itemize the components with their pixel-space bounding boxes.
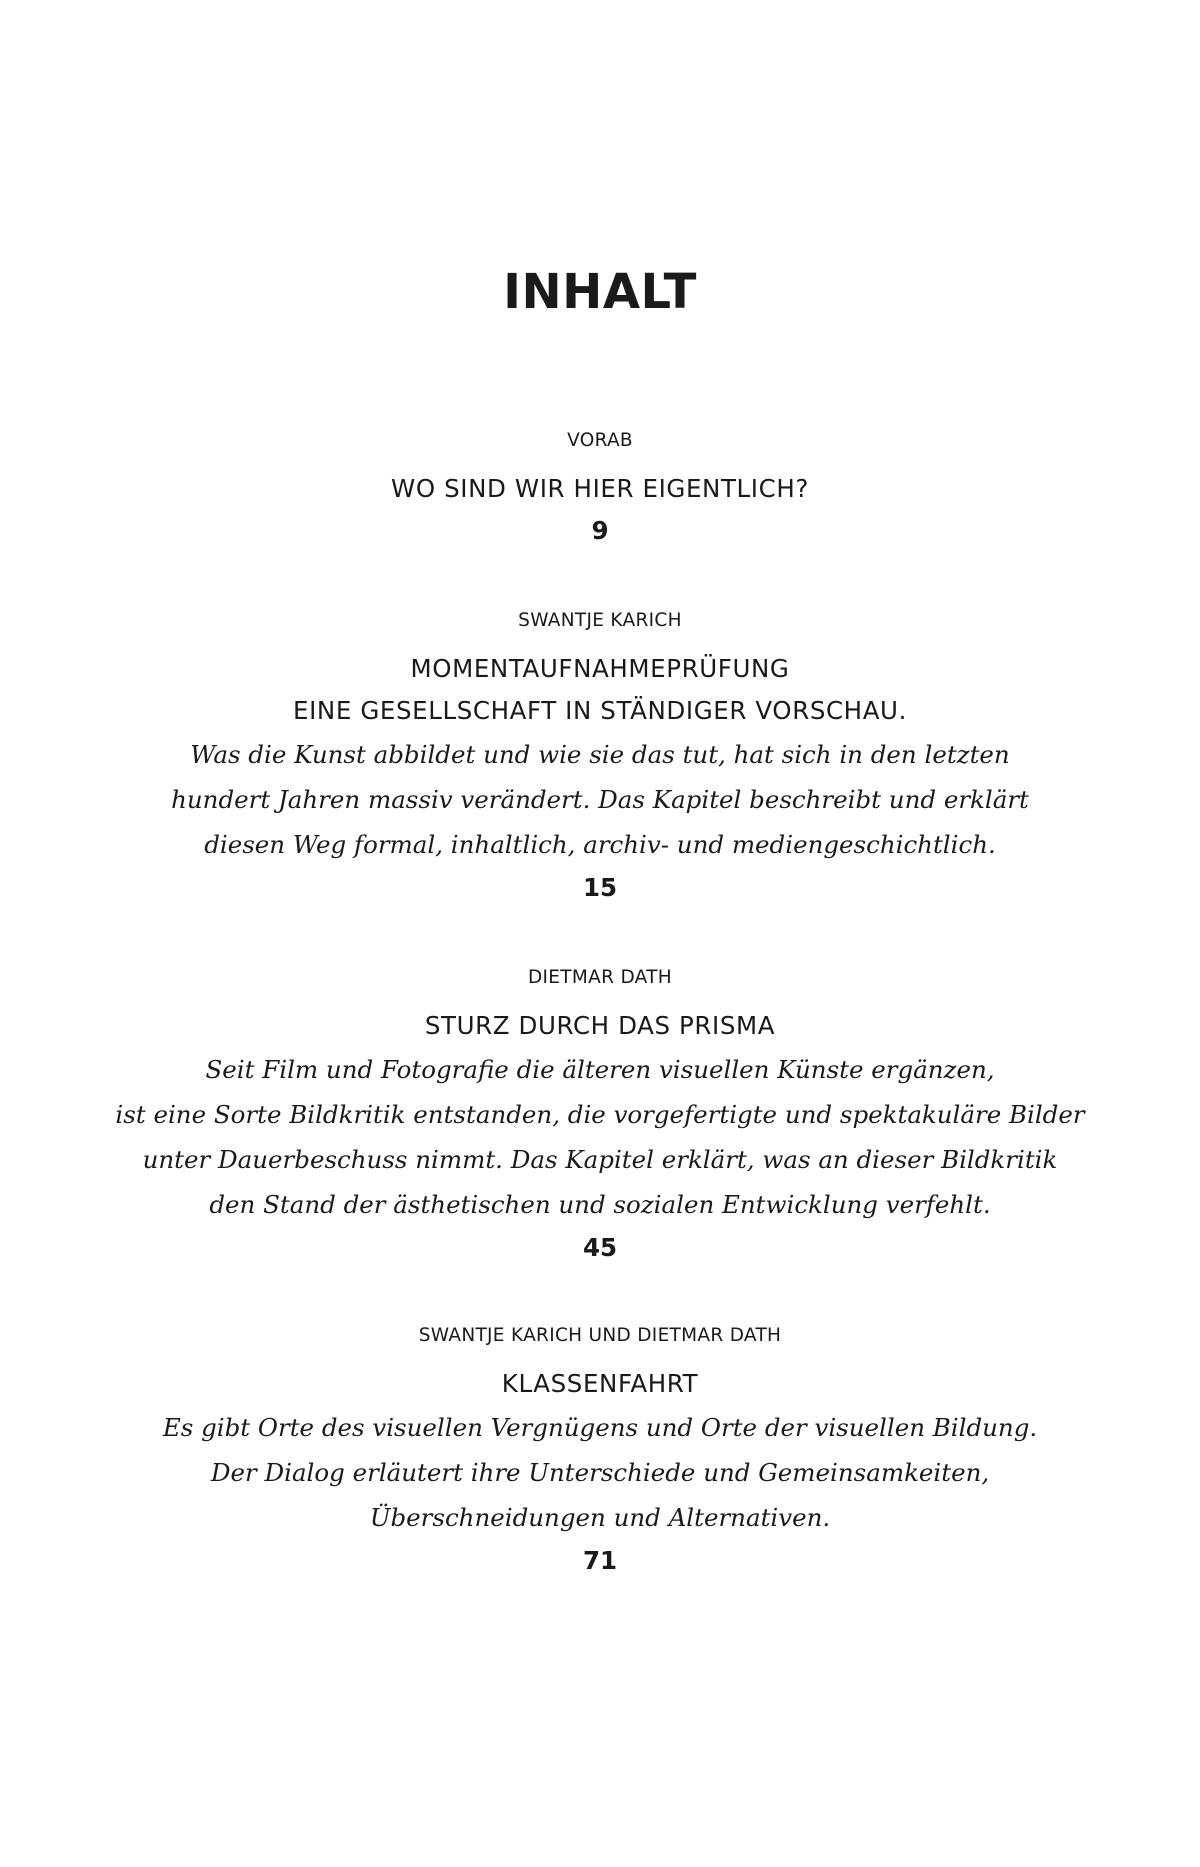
description-line: Überschneidungen und Alternativen. <box>369 1503 831 1532</box>
description-line: diesen Weg formal, inhaltlich, archiv- und mediengeschichtlich. <box>204 830 996 859</box>
entry-author: VORAB <box>567 430 633 451</box>
description-line: hundert Jahren massiv verändert. Das Kapitel beschreibt und erklärt <box>171 785 1029 814</box>
description-line: Der Dialog erläutert ihre Unterschiede und Gemeinsamkeiten, <box>210 1458 990 1487</box>
toc-entry <box>0 1323 1200 1582</box>
description-line: Was die Kunst abbildet und wie sie das tut, hat sich in den letzten <box>190 740 1010 769</box>
toc-entry <box>0 428 1200 552</box>
toc-entry <box>0 965 1200 1269</box>
page-title: INHALT <box>503 264 697 320</box>
toc-entry <box>0 608 1200 909</box>
description-line: den Stand der ästhetischen und sozialen Entwicklung verfehlt. <box>209 1190 991 1219</box>
description-line: Es gibt Orte des visuellen Vergnügens und Orte der visuellen Bildung. <box>162 1413 1038 1442</box>
entry-author: SWANTJE KARICH <box>518 610 682 631</box>
entry-page-number: 45 <box>582 1233 618 1262</box>
entry-description <box>0 1405 1200 1540</box>
entry-subheading: EINE GESELLSCHAFT IN STÄNDIGER VORSCHAU. <box>293 696 907 725</box>
entry-description <box>0 732 1200 867</box>
entry-heading: MOMENTAUFNAHMEPRÜFUNG <box>410 654 790 683</box>
description-line: unter Dauerbeschuss nimmt. Das Kapitel erklärt, was an dieser Bildkritik <box>142 1145 1058 1174</box>
entry-heading: KLASSENFAHRT <box>501 1369 699 1398</box>
entry-description <box>0 1047 1200 1227</box>
entry-heading: STURZ DURCH DAS PRISMA <box>424 1011 776 1040</box>
description-line: ist eine Sorte Bildkritik entstanden, die vorgefertigte und spektakuläre Bilder <box>115 1100 1085 1129</box>
entry-page-number: 71 <box>582 1546 618 1575</box>
entry-author: SWANTJE KARICH UND DIETMAR DATH <box>418 1325 782 1346</box>
entry-page-number: 9 <box>591 516 609 545</box>
description-line: Seit Film und Fotografie die älteren visuellen Künste ergänzen, <box>205 1055 995 1084</box>
entry-page-number: 15 <box>582 873 618 902</box>
entry-author: DIETMAR DATH <box>528 967 672 988</box>
entry-heading: WO SIND WIR HIER EIGENTLICH? <box>391 474 809 503</box>
